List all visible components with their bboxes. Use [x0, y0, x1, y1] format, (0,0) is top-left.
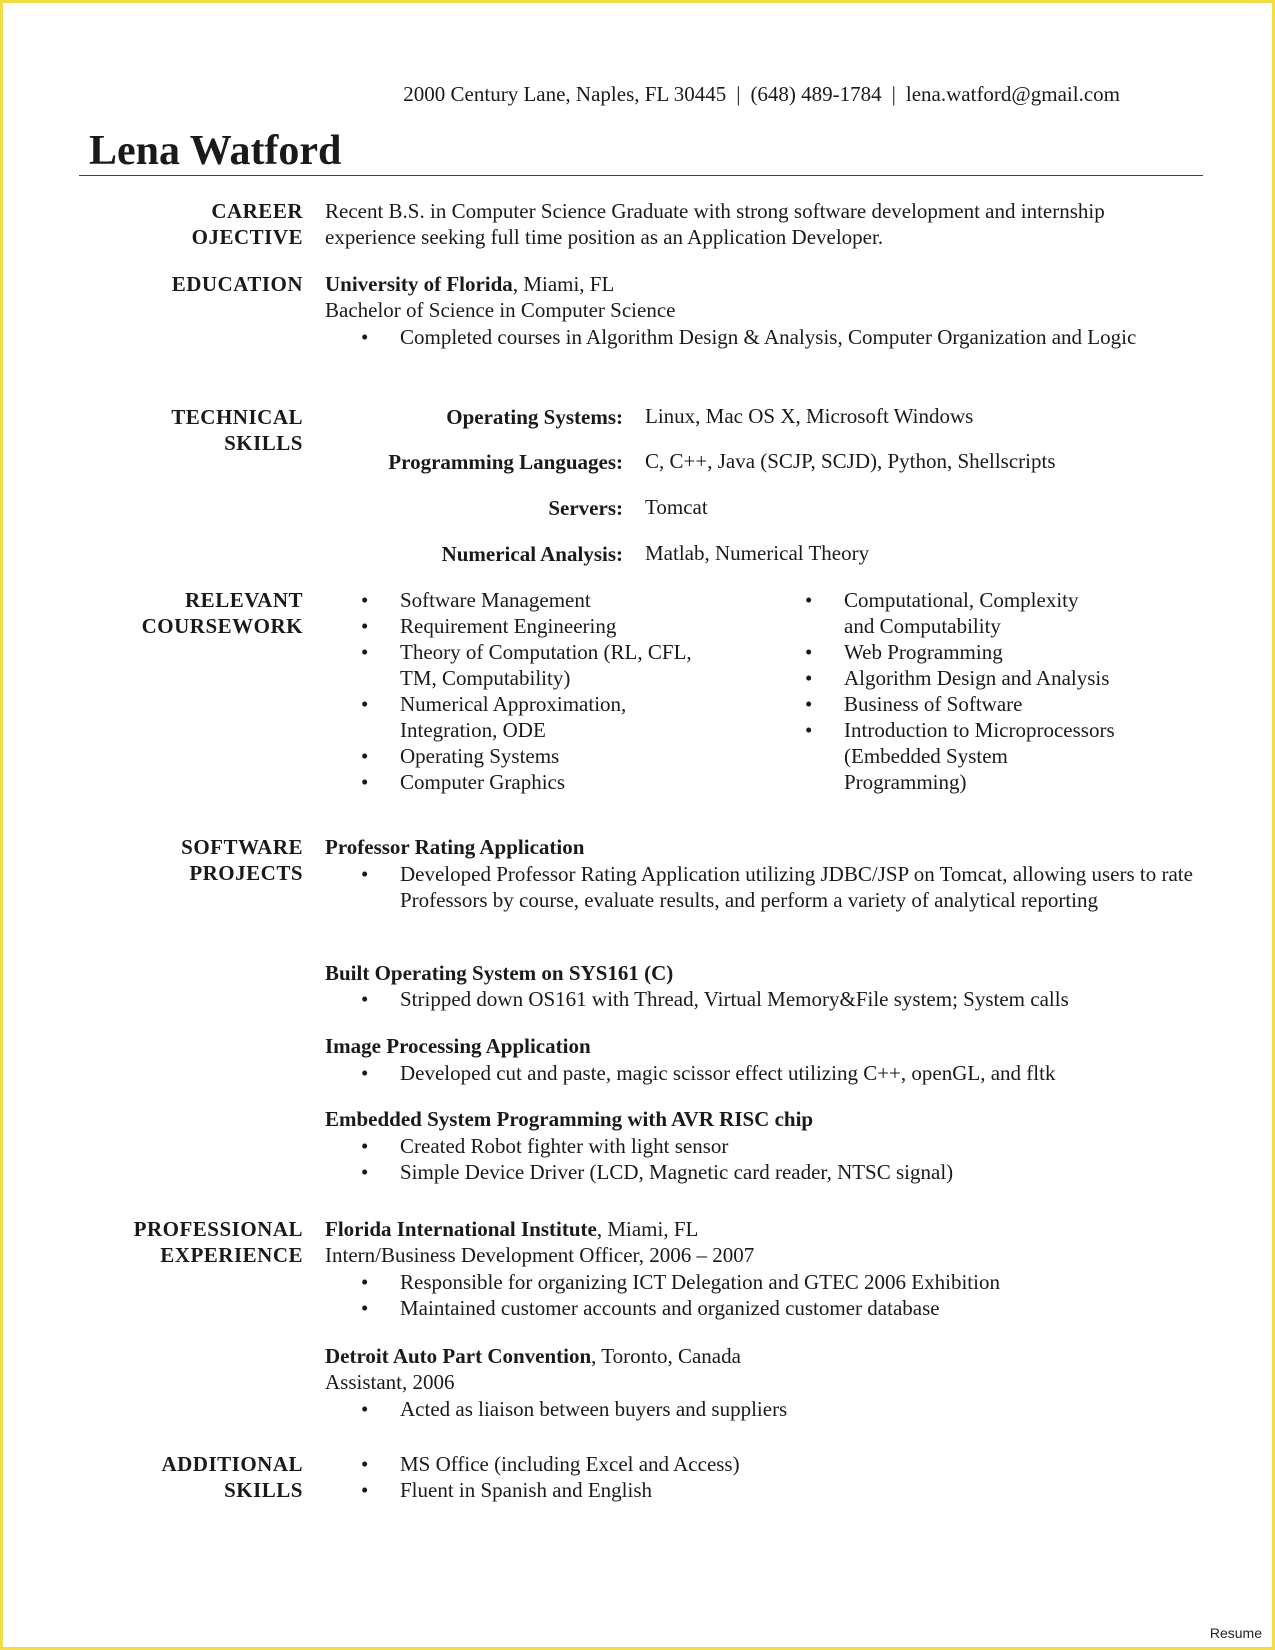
- list-item: • Business of Software: [769, 691, 1189, 717]
- objective-text: [325, 198, 1205, 250]
- projects-label: [93, 834, 303, 886]
- coursework-right-list: [769, 587, 1189, 795]
- additional-label-line: SKILLS: [224, 1478, 303, 1502]
- projects-label-line: SOFTWARE: [181, 835, 303, 859]
- candidate-name: Lena Watford: [89, 128, 342, 174]
- list-item: • Fluent in Spanish and English: [325, 1477, 1205, 1503]
- education-bullets: [325, 324, 1165, 350]
- objective-label-line: CAREER: [211, 199, 303, 223]
- technical-label-line: SKILLS: [224, 431, 303, 455]
- projects-label-line: PROJECTS: [189, 861, 303, 885]
- list-item: • Simple Device Driver (LCD, Magnetic card reader, NTSC signal): [325, 1159, 1205, 1185]
- technical-label-line: TECHNICAL: [171, 405, 303, 429]
- technical-label: [93, 404, 303, 456]
- coursework-label-line: RELEVANT: [185, 588, 303, 612]
- list-item: • Operating Systems: [325, 743, 725, 769]
- contact-line: [403, 82, 1120, 107]
- project-bullets: [325, 1133, 1205, 1185]
- skill-value: Tomcat: [645, 495, 708, 519]
- project-bullets: [325, 986, 1205, 1012]
- job-org-line: [325, 1216, 698, 1242]
- list-item: • Algorithm Design and Analysis: [769, 665, 1189, 691]
- list-item: • MS Office (including Excel and Access): [325, 1451, 1205, 1477]
- project-bullets: [325, 1060, 1205, 1086]
- experience-label: [93, 1216, 303, 1268]
- coursework-label-line: COURSEWORK: [141, 614, 303, 638]
- project-title: Image Processing Application: [325, 1034, 591, 1058]
- skill-value: C, C++, Java (SCJP, SCJD), Python, Shellscripts: [645, 449, 1056, 473]
- additional-label: [93, 1451, 303, 1503]
- list-item: • Introduction to Microprocessors (Embedded System Programming): [769, 717, 1189, 795]
- list-item: • Numerical Approximation, Integration, ODE: [325, 691, 725, 743]
- job-org-line: [325, 1343, 741, 1369]
- skill-key: Programming Languages:: [388, 450, 623, 474]
- phone: (648) 489-1784: [750, 82, 882, 106]
- job-role: Assistant, 2006: [325, 1370, 455, 1394]
- objective-label-line: OJECTIVE: [191, 225, 303, 249]
- watermark: Resume: [1209, 1625, 1262, 1641]
- project-title: Embedded System Programming with AVR RISC chip: [325, 1107, 814, 1131]
- list-item: • Theory of Computation (RL, CFL, TM, Computability): [325, 639, 725, 691]
- separator: |: [891, 82, 896, 106]
- list-item: • Stripped down OS161 with Thread, Virtual Memory&File system; System calls: [325, 986, 1205, 1012]
- project-title: Professor Rating Application: [325, 835, 585, 859]
- address: 2000 Century Lane, Naples, FL 30445: [403, 82, 727, 106]
- skill-value: Linux, Mac OS X, Microsoft Windows: [645, 404, 974, 428]
- coursework-left-list: [325, 587, 725, 795]
- objective-label: [93, 198, 303, 250]
- job-location: , Toronto, Canada: [591, 1344, 741, 1368]
- additional-label-line: ADDITIONAL: [161, 1452, 303, 1476]
- list-item: • Web Programming: [769, 639, 1189, 665]
- list-item: • Created Robot fighter with light sensor: [325, 1133, 1205, 1159]
- additional-bullets: [325, 1451, 1205, 1503]
- coursework-label: [93, 587, 303, 639]
- header-rule: [79, 175, 1203, 176]
- education-school-line: [325, 271, 614, 297]
- list-item: • Computer Graphics: [325, 769, 725, 795]
- experience-label-line: PROFESSIONAL: [133, 1217, 303, 1241]
- objective-line: Recent B.S. in Computer Science Graduate with strong software development and internship: [325, 199, 1105, 223]
- skill-key: Servers:: [548, 496, 623, 520]
- list-item: • Developed Professor Rating Application utilizing JDBC/JSP on Tomcat, allowing users to rate Professors by course, evaluate results, and perform a variety of analytical reporting: [325, 861, 1205, 913]
- list-item: • Developed cut and paste, magic scissor effect utilizing C++, openGL, and fltk: [325, 1060, 1205, 1086]
- email: lena.watford@gmail.com: [905, 82, 1120, 106]
- list-item: • Requirement Engineering: [325, 613, 725, 639]
- job-org: Detroit Auto Part Convention: [325, 1344, 592, 1368]
- job-org: Florida International Institute: [325, 1217, 597, 1241]
- job-role: Intern/Business Development Officer, 2006 – 2007: [325, 1243, 755, 1267]
- job-location: , Miami, FL: [596, 1217, 699, 1241]
- project-title: Built Operating System on SYS161 (C): [325, 961, 674, 985]
- list-item: • Completed courses in Algorithm Design & Analysis, Computer Organization and Logic: [325, 324, 1165, 350]
- list-item: • Computational, Complexity and Computability: [769, 587, 1189, 639]
- list-item: • Responsible for organizing ICT Delegation and GTEC 2006 Exhibition: [325, 1269, 1205, 1295]
- list-item: • Maintained customer accounts and organized customer database: [325, 1295, 1205, 1321]
- separator: |: [736, 82, 741, 106]
- skill-key: Operating Systems:: [446, 405, 623, 429]
- education-label: EDUCATION: [171, 272, 303, 296]
- list-item: • Acted as liaison between buyers and suppliers: [325, 1396, 1205, 1422]
- skill-key: Numerical Analysis:: [441, 542, 623, 566]
- degree: Bachelor of Science in Computer Science: [325, 298, 676, 322]
- experience-label-line: EXPERIENCE: [160, 1243, 303, 1267]
- skill-value: Matlab, Numerical Theory: [645, 541, 870, 565]
- list-item: • Software Management: [325, 587, 725, 613]
- job-bullets: [325, 1269, 1205, 1321]
- school-name: University of Florida: [325, 272, 513, 296]
- school-location: , Miami, FL: [512, 272, 615, 296]
- project-bullets: [325, 861, 1205, 913]
- objective-line: experience seeking full time position as an Application Developer.: [325, 225, 884, 249]
- job-bullets: [325, 1396, 1205, 1422]
